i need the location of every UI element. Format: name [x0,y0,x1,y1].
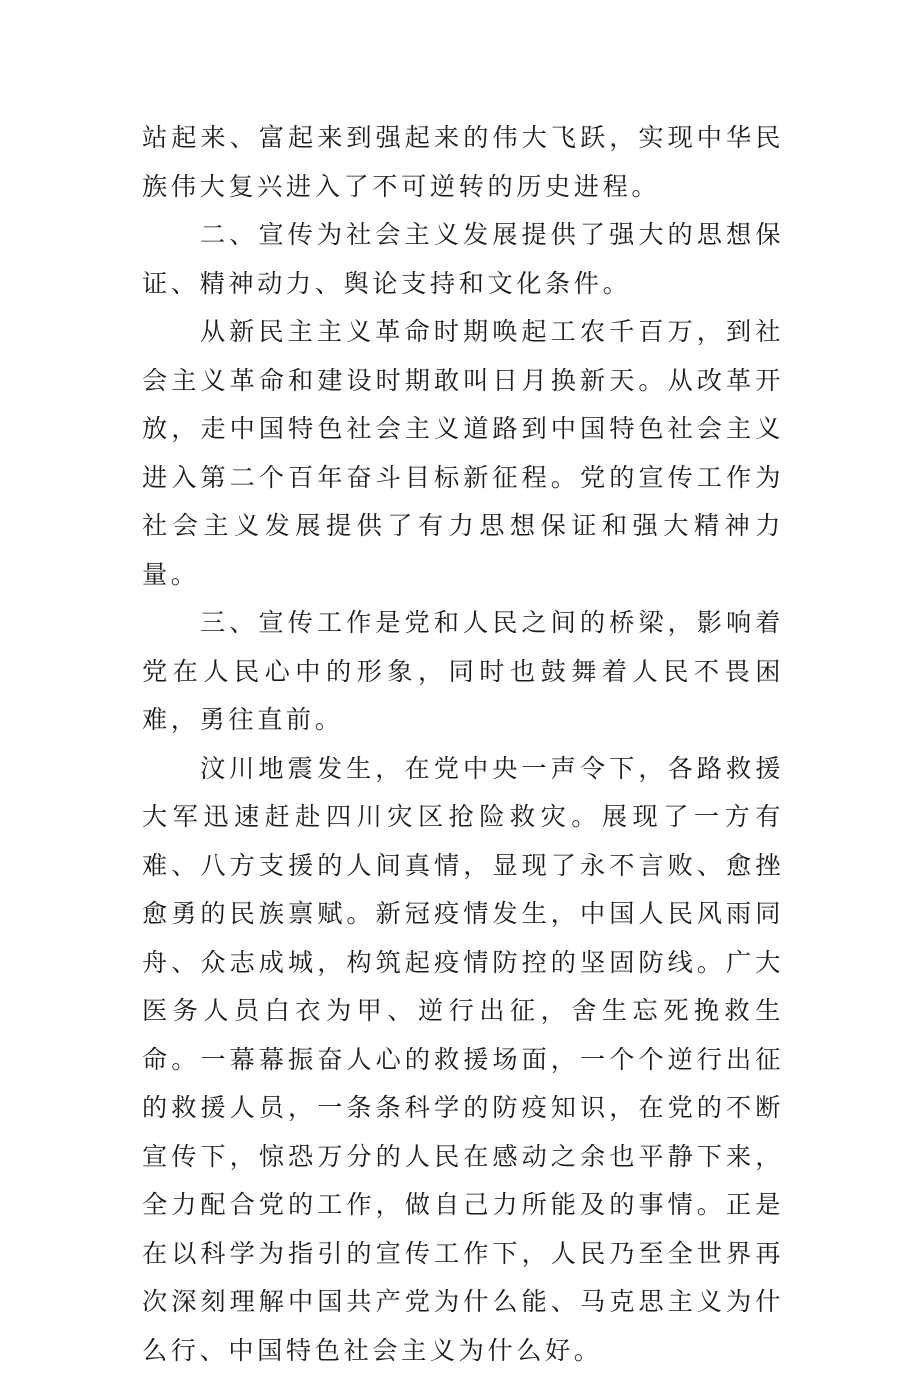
paragraph-history: 从新民主主义革命时期唤起工农千百万，到社会主义革命和建设时期敢叫日月换新天。从改革开放，走中国特色社会主义道路到中国特色社会主义进入第二个百年奋斗目标新征程。党的宣传工作为社会主义发展提供了有力思想保证和强大精神力量。 [142,308,784,599]
paragraph-heading-two: 二、宣传为社会主义发展提供了强大的思想保证、精神动力、舆论支持和文化条件。 [142,211,784,308]
paragraph-heading-three: 三、宣传工作是党和人民之间的桥梁，影响着党在人民心中的形象，同时也鼓舞着人民不畏困难，勇往直前。 [142,599,784,745]
document-body [142,114,784,1375]
paragraph-rescue: 汶川地震发生，在党中央一声令下，各路救援大军迅速赶赴四川灾区抢险救灾。展现了一方有难、八方支援的人间真情，显现了永不言败、愈挫愈勇的民族禀赋。新冠疫情发生，中国人民风雨同舟、众志成城，构筑起疫情防控的坚固防线。广大医务人员白衣为甲、逆行出征，舍生忘死挽救生命。一幕幕振奋人心的救援场面，一个个逆行出征的救援人员，一条条科学的防疫知识，在党的不断宣传下，惊恐万分的人民在感动之余也平静下来，全力配合党的工作，做自己力所能及的事情。正是在以科学为指引的宣传工作下，人民乃至全世界再次深刻理解中国共产党为什么能、马克思主义为什么行、中国特色社会主义为什么好。 [142,745,784,1375]
paragraph-continuation: 站起来、富起来到强起来的伟大飞跃，实现中华民族伟大复兴进入了不可逆转的历史进程。 [142,114,784,211]
